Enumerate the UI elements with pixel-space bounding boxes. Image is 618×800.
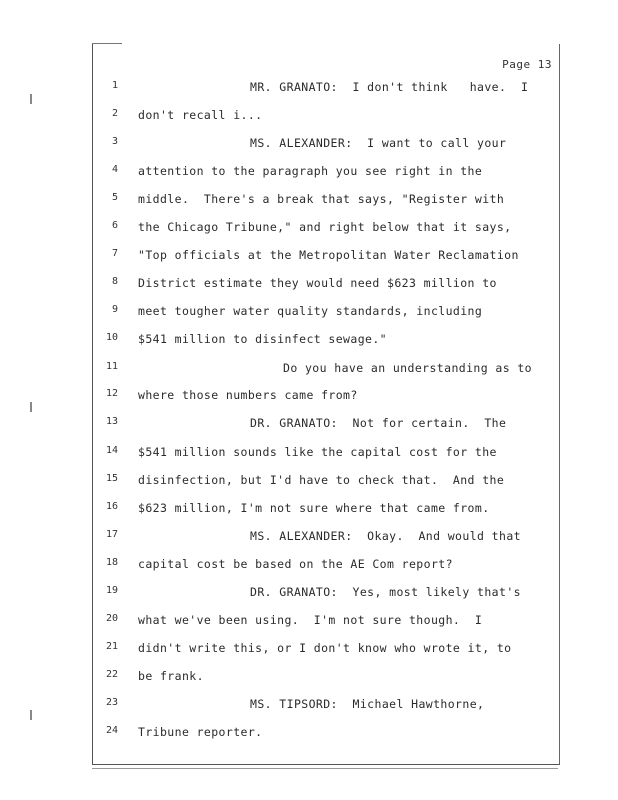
line-number: 5 [111, 192, 118, 203]
line-number: 6 [111, 220, 118, 231]
transcript-line [0, 501, 618, 521]
line-number: 22 [105, 669, 118, 680]
transcript-line [0, 473, 618, 493]
transcript-line [0, 136, 618, 156]
transcript-line [0, 220, 618, 240]
transcript-line [0, 192, 618, 212]
line-text: middle. There's a break that says, "Register with [138, 192, 505, 206]
line-text: $541 million to disinfect sewage." [138, 332, 388, 346]
line-number: 24 [105, 725, 118, 736]
line-text: $623 million, I'm not sure where that came from. [138, 501, 490, 515]
line-number: 10 [105, 332, 118, 343]
line-text: the Chicago Tribune," and right below that it says, [138, 220, 512, 234]
line-number: 12 [105, 388, 118, 399]
line-number: 21 [105, 641, 118, 652]
line-number: 13 [105, 416, 118, 427]
page-number: Page 13 [502, 58, 552, 71]
transcript-line [0, 725, 618, 745]
line-number: 17 [105, 529, 118, 540]
transcript-line [0, 529, 618, 549]
line-number: 20 [105, 613, 118, 624]
transcript-line [0, 669, 618, 689]
line-number: 14 [105, 445, 118, 456]
line-number: 16 [105, 501, 118, 512]
bottom-rule [92, 768, 558, 769]
line-text: Tribune reporter. [138, 725, 263, 739]
line-text: MS. TIPSORD: Michael Hawthorne, [250, 697, 485, 711]
line-number: 1 [111, 80, 118, 91]
transcript-line [0, 108, 618, 128]
line-number: 7 [111, 248, 118, 259]
line-text: $541 million sounds like the capital cost for the [138, 445, 497, 459]
line-text: didn't write this, or I don't know who wrote it, to [138, 641, 512, 655]
line-text: MR. GRANATO: I don't think have. I [250, 80, 529, 94]
line-text: Do you have an understanding as to [283, 361, 533, 375]
transcript-line [0, 641, 618, 661]
transcript-line [0, 80, 618, 100]
transcript-line [0, 248, 618, 268]
line-text: capital cost be based on the AE Com report? [138, 557, 453, 571]
transcript-line [0, 445, 618, 465]
transcript-line [0, 164, 618, 184]
transcript-line [0, 697, 618, 717]
transcript-line [0, 416, 618, 436]
line-number: 3 [111, 136, 118, 147]
line-number: 18 [105, 557, 118, 568]
line-text: attention to the paragraph you see right in the [138, 164, 483, 178]
line-text: be frank. [138, 669, 204, 683]
line-text: DR. GRANATO: Yes, most likely that's [250, 585, 521, 599]
line-text: where those numbers came from? [138, 388, 358, 402]
line-number: 15 [105, 473, 118, 484]
transcript-line [0, 361, 618, 381]
transcript-line [0, 557, 618, 577]
line-number: 23 [105, 697, 118, 708]
line-text: DR. GRANATO: Not for certain. The [250, 416, 507, 430]
line-number: 8 [111, 276, 118, 287]
transcript-line [0, 613, 618, 633]
line-number: 4 [111, 164, 118, 175]
line-number: 2 [111, 108, 118, 119]
line-text: MS. ALEXANDER: Okay. And would that [250, 529, 521, 543]
line-number: 19 [105, 585, 118, 596]
line-number: 11 [105, 361, 118, 372]
transcript-line [0, 304, 618, 324]
line-text: disinfection, but I'd have to check that. And the [138, 473, 505, 487]
line-text: MS. ALEXANDER: I want to call your [250, 136, 507, 150]
transcript-line [0, 276, 618, 296]
line-text: District estimate they would need $623 million to [138, 276, 497, 290]
transcript-line [0, 388, 618, 408]
line-text: what we've been using. I'm not sure though. I [138, 613, 483, 627]
transcript-line [0, 585, 618, 605]
line-text: meet tougher water quality standards, including [138, 304, 483, 318]
line-text: "Top officials at the Metropolitan Water Reclamation [138, 248, 519, 262]
line-number: 9 [111, 304, 118, 315]
transcript-line [0, 332, 618, 352]
line-text: don't recall i... [138, 108, 263, 122]
